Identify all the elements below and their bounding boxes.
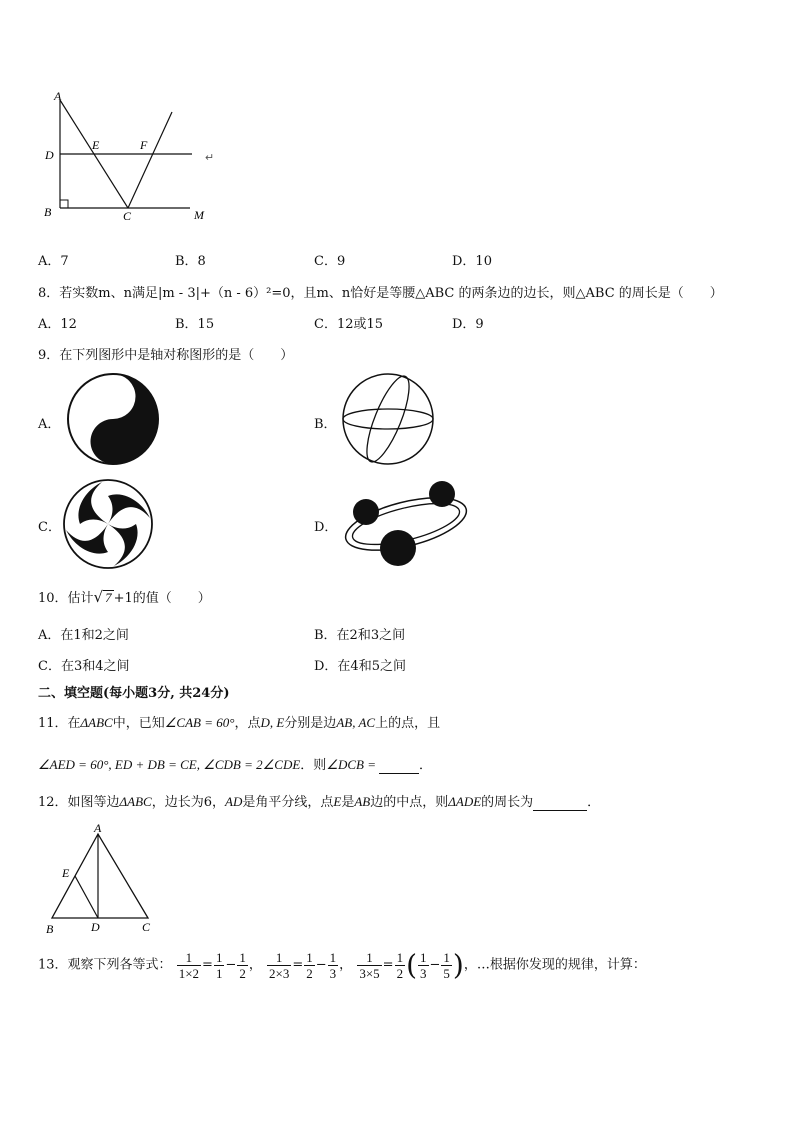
q12-fig-label-D: D <box>91 920 100 934</box>
q12-answer-blank[interactable] <box>533 795 587 811</box>
comma: ， <box>339 957 353 973</box>
q11-text-d: 分别是边 <box>284 716 337 731</box>
numerator: 1 <box>396 950 404 965</box>
q10-option-a: A．在1和2之间 <box>38 628 129 643</box>
q12-ade: ΔADE <box>448 794 482 809</box>
q9-option-d-letter: D． <box>314 520 338 535</box>
q10-option-c: C．在3和4之间 <box>38 659 130 674</box>
q9-figure-d-orbit <box>340 476 472 572</box>
q12-ab: AB <box>354 794 371 809</box>
equals: = <box>382 957 394 973</box>
q12-text-4: 是 <box>341 795 355 810</box>
q11-text-end: ． <box>419 758 433 773</box>
fraction <box>395 950 406 981</box>
numerator: 1 <box>177 950 201 966</box>
q12-stem <box>38 791 600 811</box>
minus: − <box>429 957 441 973</box>
denominator: 3 <box>420 966 427 981</box>
denominator: 2 <box>396 966 404 981</box>
fig7-label-E: E <box>92 138 100 152</box>
denominator: 1 <box>215 966 223 981</box>
q11-text-a: 11．在 <box>38 716 81 731</box>
q12-triangle-figure <box>40 820 160 936</box>
q11-line1 <box>38 712 440 731</box>
fig7-label-D: D <box>45 148 54 162</box>
fig7-label-A: A <box>54 89 62 103</box>
q9-figure-b-sphere <box>340 372 436 466</box>
fraction <box>177 950 201 981</box>
comma: ， <box>248 957 262 973</box>
q9-option-a-letter: A． <box>38 417 61 432</box>
fig7-label-M: M <box>194 208 204 222</box>
q11-points: D, E <box>260 715 285 730</box>
q8-stem: 8．若实数m、n满足|m - 3|+（n - 6）²=0，且m、n恰好是等腰△ABC 的两条边的边长，则△ABC 的周长是（ ） <box>38 286 723 301</box>
denominator: 1×2 <box>178 966 200 981</box>
denominator: 3 <box>329 966 337 981</box>
q12-fig-label-E: E <box>62 866 70 880</box>
q12-text-1: 12．如图等边 <box>38 795 120 810</box>
numerator: 1 <box>420 950 427 965</box>
numerator: 1 <box>306 950 313 965</box>
numerator: 1 <box>239 950 246 965</box>
q11-text-c: ，点 <box>234 716 261 731</box>
q13-stem <box>38 950 646 981</box>
q9-option-c-letter: C． <box>38 520 61 535</box>
denominator: 2 <box>306 966 313 981</box>
numerator: 1 <box>443 950 450 965</box>
fraction <box>214 950 225 981</box>
return-mark: ↵ <box>205 152 215 164</box>
minus: − <box>225 957 237 973</box>
q9-option-b-letter: B． <box>314 417 337 432</box>
q7-option-a: A．7 <box>38 254 69 269</box>
q9-figure-c-pinwheel <box>62 478 154 570</box>
q12-fig-label-A: A <box>94 821 102 835</box>
section-2-title: 二、填空题(每小题3分, 共24分) <box>38 686 230 701</box>
numerator: 1 <box>267 950 291 966</box>
q13-suffix: ，…根据你发现的规律，计算： <box>463 957 646 973</box>
q10-option-d: D．在4和5之间 <box>314 659 406 674</box>
q11-target: ∠DCB = <box>326 757 376 772</box>
q11-sides: AB, AC <box>336 715 376 730</box>
denominator: 3×5 <box>359 966 380 981</box>
q11-text-b: 中，已知 <box>112 716 165 731</box>
denominator: 2×3 <box>269 966 290 981</box>
fraction <box>237 950 248 981</box>
fig7-label-B: B <box>44 205 52 219</box>
fig7-label-F: F <box>140 138 148 152</box>
denominator: 5 <box>443 966 450 981</box>
numerator: 1 <box>215 950 223 965</box>
q12-fig-label-B: B <box>46 922 54 936</box>
right-paren: ) <box>452 948 464 982</box>
numerator: 1 <box>357 950 381 966</box>
q11-text-then: ．则 <box>300 758 327 773</box>
q7-option-d: D．10 <box>452 254 492 269</box>
q12-text-7: ． <box>587 795 601 810</box>
q10-stem-prefix: 10．估计 <box>38 591 94 606</box>
q11-answer-blank[interactable] <box>379 758 419 774</box>
q7-geometry-figure <box>36 86 226 226</box>
numerator: 1 <box>329 950 337 965</box>
q10-stem <box>38 587 211 606</box>
q10-radicand: 7 <box>105 590 112 605</box>
q12-ad: AD <box>225 794 243 809</box>
q12-text-3: 是角平分线，点 <box>242 795 334 810</box>
q11-conditions: ∠AED = 60°, ED + DB = CE, ∠CDB = 2∠CDE <box>38 757 301 772</box>
fraction <box>328 950 339 981</box>
q12-text-6: 的周长为 <box>481 795 534 810</box>
q8-option-d: D．9 <box>452 317 484 332</box>
fig7-label-C: C <box>123 209 132 223</box>
q9-stem: 9．在下列图形中是轴对称图形的是（ ） <box>38 348 294 363</box>
sqrt-symbol: √ <box>93 588 104 606</box>
equals: = <box>292 957 304 973</box>
q8-option-c: C．12或15 <box>314 317 384 332</box>
left-paren: ( <box>406 948 417 982</box>
q9-figure-a-yin-yang <box>66 372 160 466</box>
q12-e: E <box>333 794 342 809</box>
q12-triangle: ΔABC <box>119 794 152 809</box>
q7-option-b: B．8 <box>175 254 206 269</box>
q11-text-e: 上的点，且 <box>375 716 441 731</box>
q10-option-b: B．在2和3之间 <box>314 628 406 643</box>
fraction <box>441 950 452 981</box>
q12-text-2: ，边长为6， <box>151 795 226 810</box>
q11-triangle: ΔABC <box>80 715 113 730</box>
minus: − <box>315 957 327 973</box>
fraction <box>357 950 381 981</box>
q7-option-c: C．9 <box>314 254 346 269</box>
q12-text-5: 边的中点，则 <box>370 795 449 810</box>
q12-fig-label-C: C <box>142 920 151 934</box>
fraction <box>267 950 291 981</box>
q8-option-b: B．15 <box>175 317 215 332</box>
q8-option-a: A．12 <box>38 317 77 332</box>
q10-stem-suffix: +1的值（ ） <box>113 591 211 606</box>
q13-prefix: 13．观察下列各等式： <box>38 957 172 973</box>
denominator: 2 <box>239 966 246 981</box>
equals: = <box>202 957 213 973</box>
q11-angle: ∠CAB = 60° <box>164 715 235 730</box>
q11-line2 <box>38 754 432 774</box>
fraction <box>418 950 429 981</box>
fraction <box>304 950 315 981</box>
